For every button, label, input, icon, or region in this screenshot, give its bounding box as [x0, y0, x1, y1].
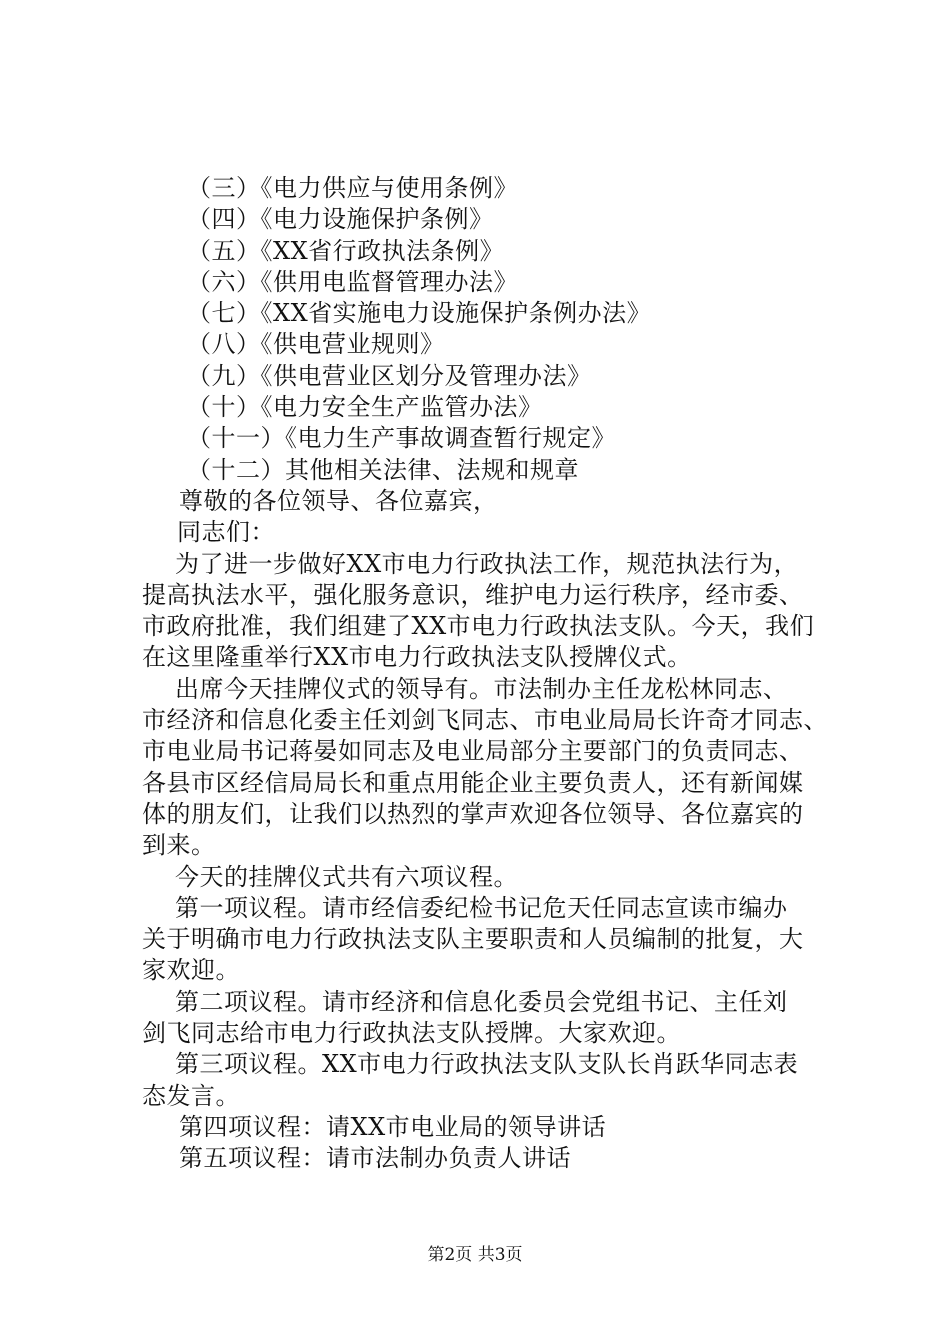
agenda-item-5: 第五项议程：请市法制办负责人讲话 [179, 1144, 571, 1173]
paragraph-line: 关于明确市电力行政执法支队主要职责和人员编制的批复，大 [142, 925, 804, 954]
paragraph-line: 态发言。 [142, 1081, 240, 1110]
paragraph-intro [142, 549, 842, 674]
document-body [142, 173, 842, 1175]
paragraph-line: 市电业局书记蒋晏如同志及电业局部分主要部门的负责同志、 [142, 737, 804, 766]
paragraph-line: 体的朋友们，让我们以热烈的掌声欢迎各位领导、各位嘉宾的 [142, 799, 804, 828]
page-number-footer: 第2页 共3页 [427, 1245, 523, 1265]
list-item: （五）《XX省行政执法条例》 [187, 236, 505, 265]
list-item: （三）《电力供应与使用条例》 [187, 174, 518, 202]
paragraph-line: 第三项议程。XX市电力行政执法支队支队长肖跃华同志表 [175, 1050, 799, 1079]
agenda-item-4: 第四项议程：请XX市电业局的领导讲话 [179, 1112, 607, 1141]
regulation-list [142, 173, 842, 486]
paragraph-line: 第二项议程。请市经济和信息化委员会党组书记、主任刘 [175, 987, 788, 1016]
paragraph-line: 家欢迎。 [142, 956, 240, 985]
paragraph-agenda-intro: 今天的挂牌仪式共有六项议程。 [175, 862, 518, 891]
list-item: （七）《XX省实施电力设施保护条例办法》 [187, 299, 652, 328]
list-item: （四）《电力设施保护条例》 [187, 205, 494, 234]
paragraph-line: 出席今天挂牌仪式的领导有。市法制办主任龙松林同志、 [175, 674, 788, 703]
greeting-line: 尊敬的各位领导、各位嘉宾， [179, 486, 498, 515]
agenda-item-2 [142, 987, 842, 1050]
agenda-item-1 [142, 893, 842, 987]
paragraph-line: 在这里隆重举行XX市电力行政执法支队授牌仪式。 [142, 643, 692, 672]
list-item: （十二）其他相关法律、法规和规章 [187, 455, 579, 484]
list-item: （九）《供电营业区划分及管理办法》 [187, 361, 592, 390]
paragraph-line: 提高执法水平，强化服务意识，维护电力运行秩序，经市委、 [142, 580, 804, 609]
greeting-line: 同志们： [177, 518, 275, 547]
paragraph-attendees [142, 674, 842, 862]
paragraph-line: 市经济和信息化委主任刘剑飞同志、市电业局局长许奇才同志、 [142, 706, 828, 735]
list-item: （十）《电力安全生产监管办法》 [187, 393, 543, 422]
paragraph-line: 第一项议程。请市经信委纪检书记危天任同志宣读市编办 [175, 893, 788, 922]
list-item: （八）《供电营业规则》 [187, 330, 445, 359]
paragraph-line: 各县市区经信局局长和重点用能企业主要负责人，还有新闻媒 [142, 768, 804, 797]
paragraph-line: 剑飞同志给市电力行政执法支队授牌。大家欢迎。 [142, 1019, 681, 1048]
paragraph-line: 到来。 [142, 831, 216, 860]
list-item: （六）《供用电监督管理办法》 [187, 267, 518, 296]
paragraph-line: 市政府批准，我们组建了XX市电力行政执法支队。今天，我们 [142, 612, 815, 641]
paragraph-line: 为了进一步做好XX市电力行政执法工作，规范执法行为， [175, 549, 799, 578]
agenda-item-3 [142, 1049, 842, 1112]
list-item: （十一）《电力生产事故调查暂行规定》 [187, 424, 616, 453]
